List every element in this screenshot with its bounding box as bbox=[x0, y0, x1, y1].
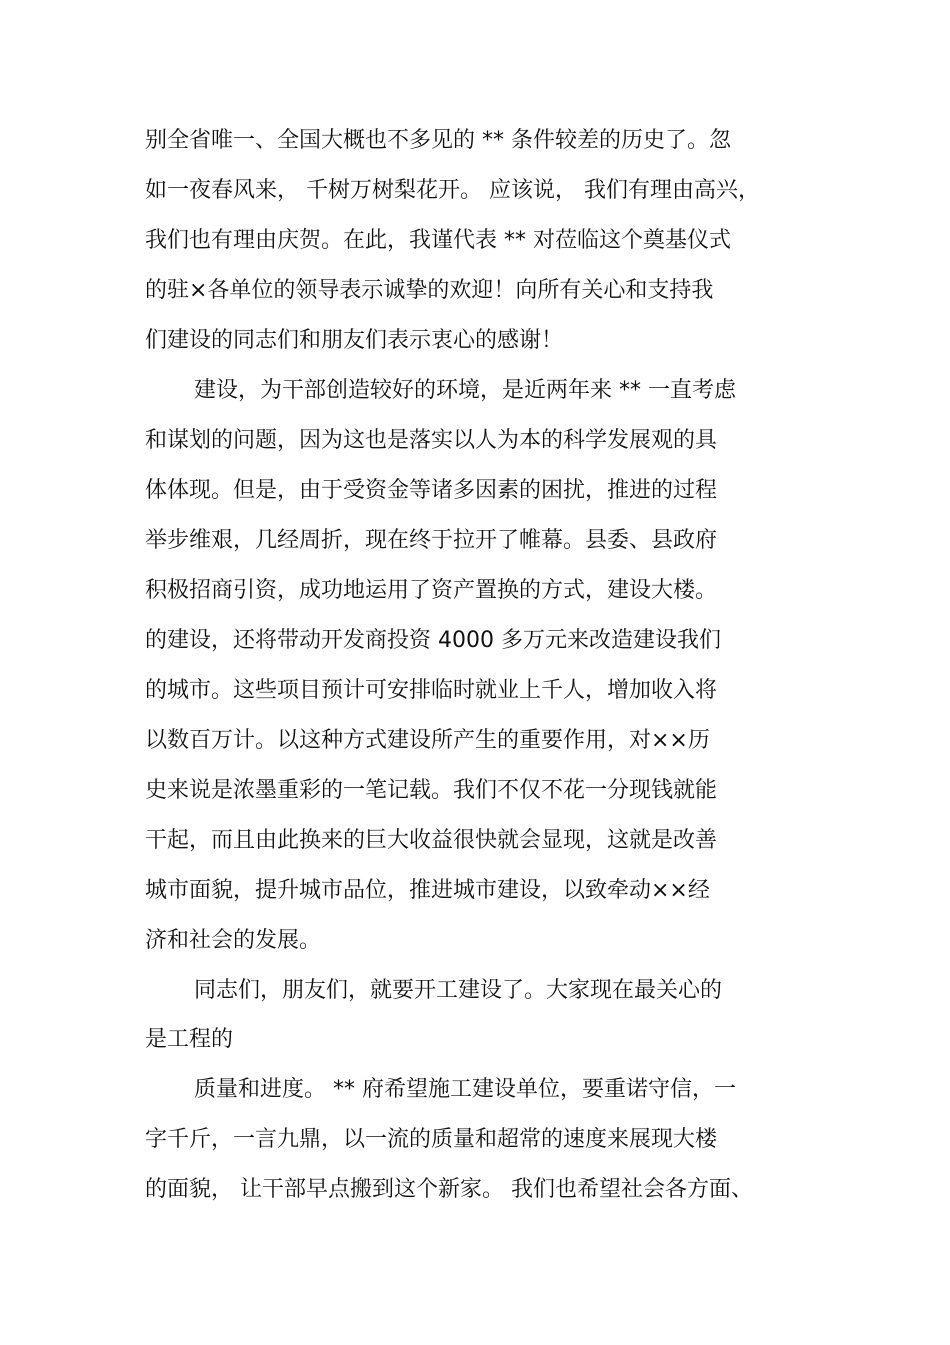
text-line: 的驻×各单位的领导表示诚挚的欢迎！向所有关心和支持我 bbox=[145, 278, 714, 303]
text-line: 如一夜春风来， 千树万树梨花开。 应该说， 我们有理由高兴， bbox=[145, 178, 760, 203]
text-line: 是工程的 bbox=[145, 1027, 234, 1052]
text-line-indented: 同志们，朋友们，就要开工建设了。大家现在最关心的 bbox=[194, 978, 723, 1003]
text-line: 城市面貌，提升城市品位，推进城市建设，以致牵动××经 bbox=[145, 878, 710, 903]
text-line: 别全省唯一、全国大概也不多见的 ** 条件较差的历史了。忽 bbox=[145, 128, 731, 153]
text-line: 的城市。这些项目预计可安排临时就业上千人，增加收入将 bbox=[145, 678, 718, 703]
text-line: 举步维艰，几经周折，现在终于拉开了帷幕。县委、县政府 bbox=[145, 528, 718, 553]
text-line: 和谋划的问题，因为这也是落实以人为本的科学发展观的具 bbox=[145, 428, 718, 453]
text-line-indented: 质量和进度。 ** 府希望施工建设单位，要重诺守信，一 bbox=[194, 1077, 736, 1102]
text-line: 的建设，还将带动开发商投资 4000 多万元来改造建设我们 bbox=[145, 628, 721, 653]
text-line: 积极招商引资，成功地运用了资产置换的方式，建设大楼。 bbox=[145, 578, 718, 603]
text-line: 字千斤，一言九鼎，以一流的质量和超常的速度来展现大楼 bbox=[145, 1127, 718, 1152]
text-line: 济和社会的发展。 bbox=[145, 928, 322, 953]
text-line: 体体现。但是，由于受资金等诸多因素的困扰，推进的过程 bbox=[145, 478, 718, 503]
text-line: 我们也有理由庆贺。在此，我谨代表 ** 对莅临这个奠基仪式 bbox=[145, 228, 731, 253]
text-line: 的面貌， 让干部早点搬到这个新家。 我们也希望社会各方面、 bbox=[145, 1177, 753, 1202]
text-line: 们建设的同志们和朋友们表示衷心的感谢！ bbox=[145, 328, 564, 353]
text-line: 干起，而且由此换来的巨大收益很快就会显现，这就是改善 bbox=[145, 828, 718, 853]
text-line: 以数百万计。以这种方式建设所产生的重要作用，对××历 bbox=[145, 728, 710, 753]
text-line-indented: 建设，为干部创造较好的环境，是近两年来 ** 一直考虑 bbox=[194, 378, 736, 403]
text-line: 史来说是浓墨重彩的一笔记载。我们不仅不花一分现钱就能 bbox=[145, 778, 718, 803]
